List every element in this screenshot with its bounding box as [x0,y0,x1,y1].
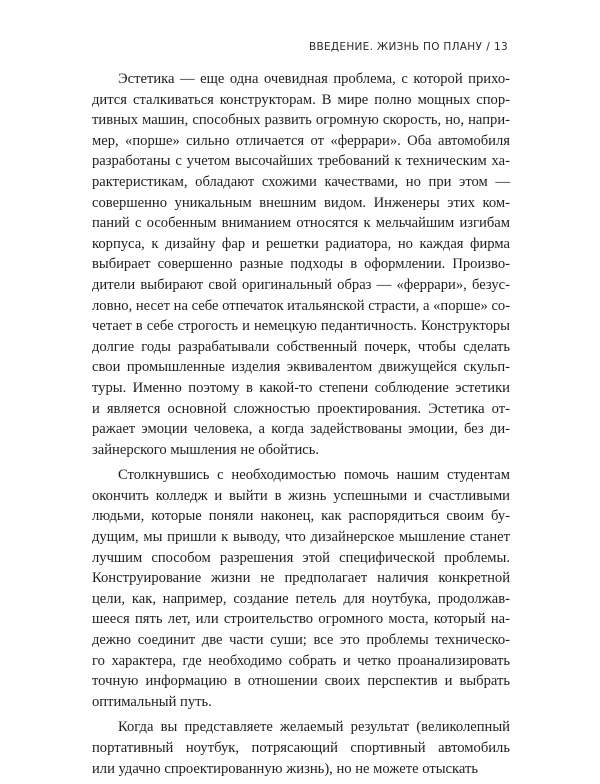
text-line: выбирает совершенно разные подходы в оформлении. Произво- [92,256,510,273]
text-line: лучшим способом разрешения этой специфической проблемы. [92,549,510,566]
text-line: зайнерского мышления не обойтись. [92,441,320,458]
text-line: портативный ноутбук, потрясающий спортивный автомобиль [92,740,510,756]
text-line: рактеристикам, обладают схожими качествами, но при этом — [92,173,510,190]
text-line: ловно, несет на себе отпечаток итальянской страсти, а «порше» со- [92,297,511,314]
page-number: 13 [494,41,508,53]
paragraph [92,465,510,712]
paragraph [92,69,510,460]
running-header [309,41,508,53]
chapter-title: ВВЕДЕНИЕ. ЖИЗНЬ ПО ПЛАНУ [308,41,483,53]
text-line: долгие годы разрабатывали собственный почерк, чтобы сделать [92,338,510,355]
text-line: туры. Именно поэтому в какой-то степени соблюдение эстетики [92,379,510,396]
text-line: совершенно уникальным внешним видом. Инженеры этих ком- [92,194,510,211]
text-line: окончить колледж и выйти в жизнь успешными и счастливыми [92,487,510,504]
text-line: четает в себе строгость и немецкую педантичность. Конструкторы [92,318,510,335]
text-line: Эстетика — еще одна очевидная проблема, с которой прихо- [118,71,510,87]
paragraph [92,717,510,779]
body-text [92,69,510,784]
header-separator: / [486,41,491,53]
text-line: шееся пять лет, или строительство огромного моста, который на- [92,611,510,628]
text-line: людьми, которые поняли наконец, как распорядиться своим бу- [92,508,510,525]
text-line: и является основной сложностью проектирования. Эстетика от- [92,400,510,417]
text-line: дится сталкиваться конструкторам. В мире полно мощных спор- [92,91,510,108]
text-line: мер, «порше» сильно отличается от «феррари». Оба автомобиля [92,132,510,149]
text-line: Конструирование жизни не предполагает наличия конкретной [92,570,510,587]
text-line: дежно соединит две части суши; все это проблемы техническо- [92,632,510,649]
text-line: разработаны с учетом высочайших требований к техническим ха- [92,153,510,170]
text-line: дители выбирают свой оригинальный образ — «феррари», безус- [92,276,510,293]
text-line: го характера, где необходимо собрать и четко проанализировать [92,652,510,669]
text-line: или удачно спроектированную жизнь), но не можете отыскать [92,760,478,777]
text-line: дущим, мы пришли к выводу, что дизайнерское мышление станет [92,529,510,546]
text-line: ражает эмоции человека, а когда задействованы эмоции, без ди- [92,421,510,438]
text-line: точную информацию в отношении своих перспектив и выбрать [92,673,510,690]
text-line: оптимальный путь. [92,693,212,710]
text-line: свои промышленные изделия эквивалентом движущейся скульп- [92,359,510,376]
text-line: Когда вы представляете желаемый результат (великолепный [118,719,510,736]
text-line: цели, как, например, создание петель для ноутбука, продолжав- [92,590,510,607]
text-line: Столкнувшись с необходимостью помочь нашим студентам [118,467,510,484]
text-line: паний с особенным вниманием относятся к мельчайшим изгибам [92,215,510,232]
text-line: корпуса, к дизайну фар и решетки радиатора, но каждая фирма [92,235,510,252]
text-line: тивных машин, способных развить огромную скорость, но, напри- [92,112,510,129]
